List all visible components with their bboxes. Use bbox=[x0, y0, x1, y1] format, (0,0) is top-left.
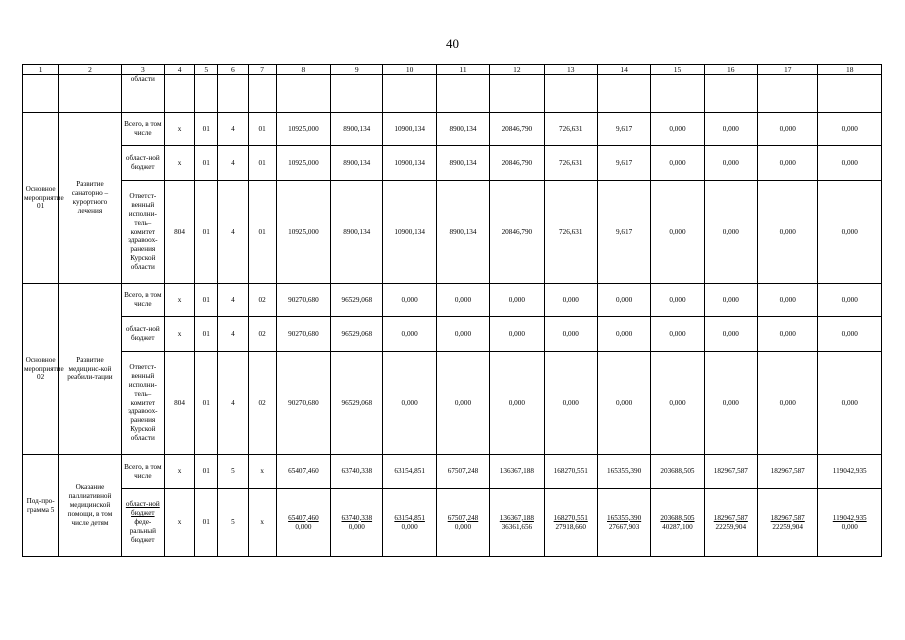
header-row bbox=[23, 65, 882, 75]
federal-value: 0,000 bbox=[841, 522, 858, 531]
value-cell: 726,631 bbox=[544, 113, 597, 146]
value-cell bbox=[704, 489, 757, 557]
value-cell: 136367,188 bbox=[490, 455, 544, 489]
source-cell bbox=[121, 489, 164, 557]
value-cell: 96529,068 bbox=[331, 317, 383, 352]
federal-value: 0,000 bbox=[401, 522, 418, 531]
value-cell: 8900,134 bbox=[331, 113, 383, 146]
code-cell: 01 bbox=[195, 489, 218, 557]
value-cell: 726,631 bbox=[544, 146, 597, 181]
value-cell: 0,000 bbox=[818, 352, 882, 455]
federal-value: 0,000 bbox=[454, 522, 472, 531]
value-cell: 0,000 bbox=[436, 317, 489, 352]
regional-value: 65407,460 bbox=[288, 513, 319, 522]
regional-value: 63154,851 bbox=[394, 513, 425, 522]
value-cell: 0,000 bbox=[704, 181, 757, 284]
column-number: 13 bbox=[544, 65, 597, 75]
column-number: 11 bbox=[436, 65, 489, 75]
table-row bbox=[23, 455, 882, 489]
value-cell: 10900,134 bbox=[383, 113, 436, 146]
source-regional: област-ной бюджет bbox=[125, 500, 160, 518]
source-cell: Всего, в том числе bbox=[121, 455, 164, 489]
value-cell: 10900,134 bbox=[383, 181, 436, 284]
value-cell: 0,000 bbox=[704, 317, 757, 352]
federal-value: 40287,100 bbox=[662, 522, 693, 531]
federal-value: 36361,656 bbox=[501, 522, 533, 531]
column-number: 17 bbox=[757, 65, 817, 75]
value-cell bbox=[383, 489, 436, 557]
value-cell: 0,000 bbox=[757, 352, 817, 455]
column-number: 10 bbox=[383, 65, 436, 75]
regional-value: 182967,587 bbox=[713, 513, 748, 522]
value-cell: 0,000 bbox=[651, 317, 704, 352]
value-cell: 8900,134 bbox=[436, 146, 489, 181]
code-cell: 01 bbox=[248, 113, 276, 146]
value-cell: 0,000 bbox=[490, 352, 544, 455]
column-number: 9 bbox=[331, 65, 383, 75]
table-row bbox=[23, 113, 882, 146]
regional-value: 182967,587 bbox=[770, 513, 805, 522]
value-cell: 10925,000 bbox=[276, 181, 330, 284]
value-cell: 0,000 bbox=[704, 284, 757, 317]
regional-value: 136367,188 bbox=[499, 513, 534, 522]
regional-value: 67507,248 bbox=[447, 513, 479, 522]
value-cell: 0,000 bbox=[544, 284, 597, 317]
source-cell: Ответст-венный исполни-тель– комитет здравоох-ранения Курской области bbox=[121, 352, 164, 455]
value-cell: 63154,851 bbox=[383, 455, 436, 489]
code-cell: x bbox=[164, 284, 194, 317]
budget-table bbox=[22, 64, 882, 557]
value-cell: 20846,790 bbox=[490, 181, 544, 284]
value-cell: 90270,680 bbox=[276, 352, 330, 455]
code-cell: 01 bbox=[195, 181, 218, 284]
event-name: Основное мероприятие 01 bbox=[23, 113, 59, 284]
value-cell bbox=[331, 489, 383, 557]
value-cell: 726,631 bbox=[544, 181, 597, 284]
code-cell: 4 bbox=[218, 113, 248, 146]
value-cell bbox=[757, 489, 817, 557]
value-cell: 0,000 bbox=[383, 352, 436, 455]
value-cell: 8900,134 bbox=[331, 181, 383, 284]
value-cell bbox=[597, 489, 650, 557]
value-cell: 0,000 bbox=[704, 352, 757, 455]
table-row bbox=[23, 317, 882, 352]
code-cell: 4 bbox=[218, 352, 248, 455]
value-cell: 0,000 bbox=[436, 352, 489, 455]
value-cell: 10925,000 bbox=[276, 146, 330, 181]
column-number: 3 bbox=[121, 65, 164, 75]
column-number: 7 bbox=[248, 65, 276, 75]
page-number: 40 bbox=[446, 36, 459, 51]
value-cell: 0,000 bbox=[436, 284, 489, 317]
value-cell: 63740,338 bbox=[331, 455, 383, 489]
column-number: 15 bbox=[651, 65, 704, 75]
source-cell: области bbox=[121, 75, 164, 113]
value-cell: 8900,134 bbox=[436, 181, 489, 284]
value-cell: 0,000 bbox=[490, 317, 544, 352]
code-cell: 01 bbox=[195, 113, 218, 146]
value-cell: 0,000 bbox=[818, 317, 882, 352]
column-number: 5 bbox=[195, 65, 218, 75]
column-number: 16 bbox=[704, 65, 757, 75]
table-row bbox=[23, 181, 882, 284]
value-cell: 0,000 bbox=[490, 284, 544, 317]
code-cell: 02 bbox=[248, 317, 276, 352]
code-cell: 5 bbox=[218, 455, 248, 489]
source-cell: Всего, в том числе bbox=[121, 284, 164, 317]
code-cell: 02 bbox=[248, 352, 276, 455]
value-cell: 0,000 bbox=[757, 284, 817, 317]
value-cell: 0,000 bbox=[651, 284, 704, 317]
value-cell: 0,000 bbox=[818, 146, 882, 181]
value-cell: 90270,680 bbox=[276, 284, 330, 317]
value-cell: 0,000 bbox=[651, 181, 704, 284]
code-cell: 4 bbox=[218, 146, 248, 181]
value-cell: 0,000 bbox=[757, 113, 817, 146]
value-cell: 0,000 bbox=[383, 284, 436, 317]
code-cell: 01 bbox=[195, 146, 218, 181]
value-cell: 0,000 bbox=[757, 181, 817, 284]
value-cell bbox=[651, 489, 704, 557]
value-cell: 96529,068 bbox=[331, 284, 383, 317]
value-cell: 65407,460 bbox=[276, 455, 330, 489]
value-cell: 119042,935 bbox=[818, 455, 882, 489]
value-cell: 0,000 bbox=[704, 146, 757, 181]
code-cell: 02 bbox=[248, 284, 276, 317]
value-cell: 8900,134 bbox=[331, 146, 383, 181]
code-cell: 804 bbox=[164, 181, 194, 284]
column-number: 1 bbox=[23, 65, 59, 75]
regional-value: 203688,505 bbox=[660, 513, 695, 522]
code-cell: 804 bbox=[164, 352, 194, 455]
value-cell: 203688,505 bbox=[651, 455, 704, 489]
code-cell: x bbox=[164, 317, 194, 352]
value-cell: 0,000 bbox=[651, 113, 704, 146]
code-cell: 4 bbox=[218, 284, 248, 317]
value-cell bbox=[490, 489, 544, 557]
value-cell: 165355,390 bbox=[597, 455, 650, 489]
value-cell: 168270,551 bbox=[544, 455, 597, 489]
program-title: Оказание паллиативной медицинской помощи, в том числе детям bbox=[59, 455, 121, 557]
value-cell: 0,000 bbox=[544, 352, 597, 455]
value-cell: 0,000 bbox=[757, 146, 817, 181]
code-cell: 01 bbox=[248, 181, 276, 284]
table-row bbox=[23, 352, 882, 455]
value-cell: 0,000 bbox=[704, 113, 757, 146]
column-number: 8 bbox=[276, 65, 330, 75]
federal-value: 27918,660 bbox=[555, 522, 586, 531]
value-cell bbox=[818, 489, 882, 557]
value-cell: 96529,068 bbox=[331, 352, 383, 455]
value-cell: 8900,134 bbox=[436, 113, 489, 146]
column-number: 2 bbox=[59, 65, 121, 75]
value-cell: 20846,790 bbox=[490, 146, 544, 181]
source-federal: феде-ральный бюджет bbox=[129, 518, 156, 544]
code-cell: x bbox=[248, 455, 276, 489]
federal-value: 0,000 bbox=[295, 522, 312, 531]
code-cell: 01 bbox=[195, 352, 218, 455]
value-cell: 0,000 bbox=[597, 352, 650, 455]
value-cell: 10925,000 bbox=[276, 113, 330, 146]
federal-value: 22259,904 bbox=[772, 522, 803, 531]
value-cell: 10900,134 bbox=[383, 146, 436, 181]
federal-value: 22259,904 bbox=[715, 522, 747, 531]
column-number: 6 bbox=[218, 65, 248, 75]
source-cell: Ответст-венный исполни-тель– комитет здравоох-ранения Курской области bbox=[121, 181, 164, 284]
value-cell: 9,617 bbox=[597, 146, 650, 181]
code-cell: 01 bbox=[195, 284, 218, 317]
value-cell: 0,000 bbox=[818, 284, 882, 317]
regional-value: 119042,935 bbox=[832, 513, 867, 522]
code-cell: x bbox=[164, 455, 194, 489]
column-number: 12 bbox=[490, 65, 544, 75]
value-cell: 182967,587 bbox=[757, 455, 817, 489]
column-number: 18 bbox=[818, 65, 882, 75]
code-cell: x bbox=[164, 146, 194, 181]
value-cell: 20846,790 bbox=[490, 113, 544, 146]
value-cell: 0,000 bbox=[544, 317, 597, 352]
value-cell bbox=[544, 489, 597, 557]
value-cell: 0,000 bbox=[597, 317, 650, 352]
value-cell: 0,000 bbox=[818, 113, 882, 146]
column-number: 14 bbox=[597, 65, 650, 75]
code-cell: x bbox=[164, 113, 194, 146]
code-cell: 01 bbox=[195, 317, 218, 352]
code-cell: 01 bbox=[195, 455, 218, 489]
code-cell: 4 bbox=[218, 317, 248, 352]
regional-value: 168270,551 bbox=[553, 513, 588, 522]
event-title: Развитие санаторно – курортного лечения bbox=[59, 113, 121, 284]
event-name: Основное мероприятие 02 bbox=[23, 284, 59, 455]
value-cell: 90270,680 bbox=[276, 317, 330, 352]
value-cell: 0,000 bbox=[757, 317, 817, 352]
value-cell: 0,000 bbox=[651, 146, 704, 181]
code-cell: x bbox=[248, 489, 276, 557]
value-cell: 0,000 bbox=[818, 181, 882, 284]
value-cell: 182967,587 bbox=[704, 455, 757, 489]
regional-value: 63740,338 bbox=[341, 513, 373, 522]
regional-value: 165355,390 bbox=[607, 513, 642, 522]
value-cell: 0,000 bbox=[383, 317, 436, 352]
table-row bbox=[23, 489, 882, 557]
value-cell: 9,617 bbox=[597, 181, 650, 284]
value-cell: 0,000 bbox=[651, 352, 704, 455]
source-cell: област-ной бюджет bbox=[121, 317, 164, 352]
source-cell: Всего, в том числе bbox=[121, 113, 164, 146]
value-cell: 9,617 bbox=[597, 113, 650, 146]
code-cell: 01 bbox=[248, 146, 276, 181]
value-cell bbox=[436, 489, 489, 557]
code-cell: 4 bbox=[218, 181, 248, 284]
program-name: Под-про-грамма 5 bbox=[23, 455, 59, 557]
source-cell: област-ной бюджет bbox=[121, 146, 164, 181]
value-cell bbox=[276, 489, 330, 557]
value-cell: 67507,248 bbox=[436, 455, 489, 489]
federal-value: 0,000 bbox=[348, 522, 365, 531]
table-row bbox=[23, 75, 882, 113]
table-row bbox=[23, 146, 882, 181]
code-cell: x bbox=[164, 489, 194, 557]
column-number: 4 bbox=[164, 65, 194, 75]
code-cell: 5 bbox=[218, 489, 248, 557]
event-title: Развитие медицинс-кой реабили-тации bbox=[59, 284, 121, 455]
table-row bbox=[23, 284, 882, 317]
federal-value: 27667,903 bbox=[608, 522, 640, 531]
value-cell: 0,000 bbox=[597, 284, 650, 317]
